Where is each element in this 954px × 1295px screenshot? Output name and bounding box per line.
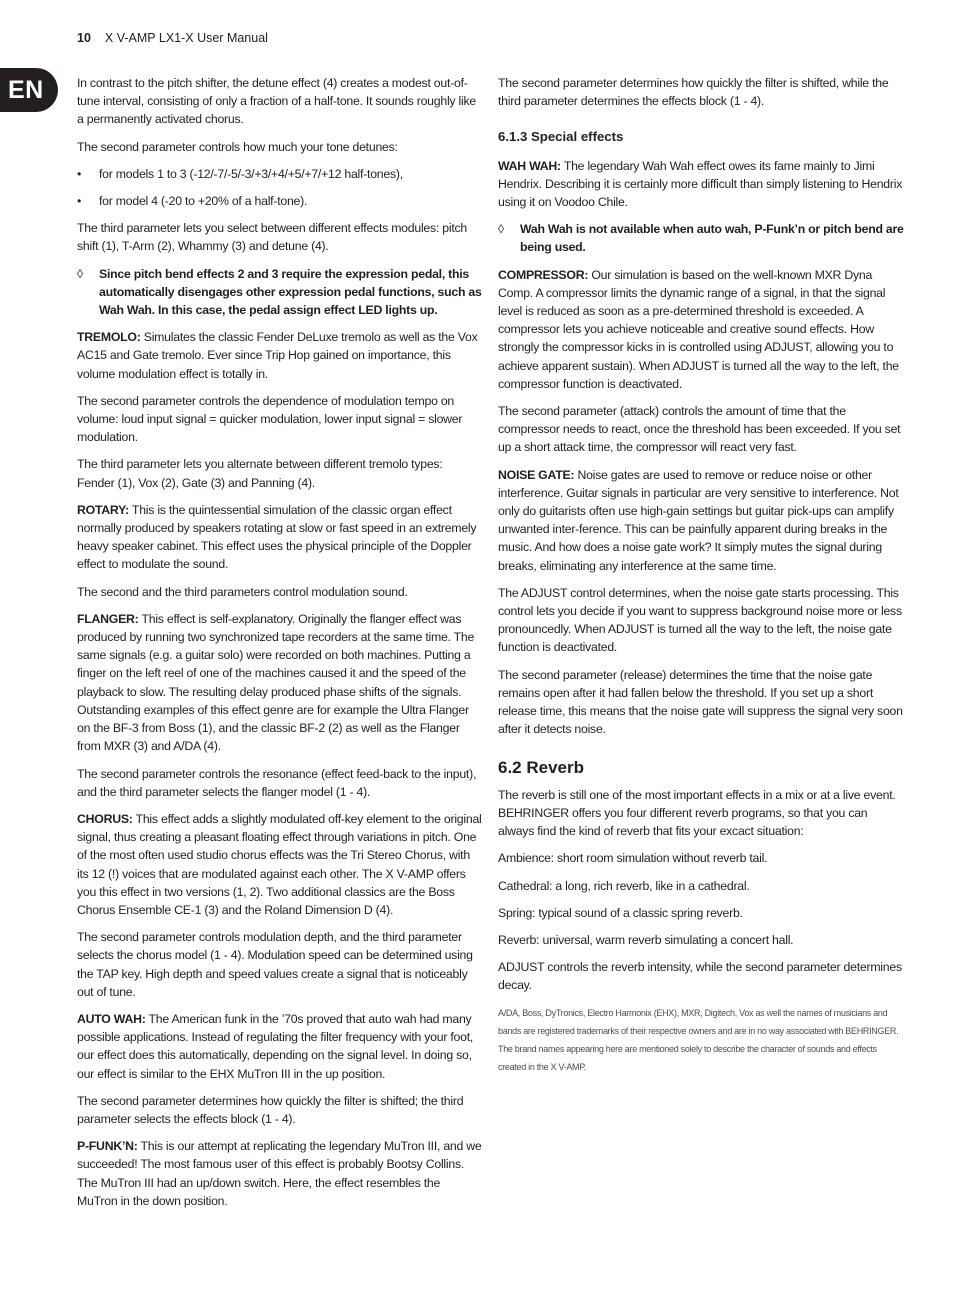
list-item: • for model 4 (-20 to +20% of a half-tone). <box>77 192 482 210</box>
paragraph: The second parameter determines how quickly the filter is shifted, while the third parameter determines the effects block (1 - 4). <box>498 76 889 109</box>
paragraph-compressor: COMPRESSOR: Our simulation is based on the well-known MXR Dyna Comp. A compressor limits the dynamic range of a signal, in that the signal level is reduced as soon as a pre-determined threshold is exceeded. A compressor lets you achieve noticeable and creative sound effects. How strongly the compressor kicks in is controlled using ADJUST, allowing you to achieve apparent sustain). When ADJUST is turned all the way to the left, the compressor function is deactivated. <box>498 267 899 391</box>
paragraph: ADJUST controls the reverb intensity, while the second parameter determines decay. <box>498 960 902 993</box>
paragraph: The second parameter (release) determines the time that the noise gate remains open after it had fallen below the threshold. If you set up a short release time, this means that the noise gate will suppress the signal very soon after it detects noise. <box>498 667 903 737</box>
paragraph-chorus: CHORUS: This effect adds a slightly modulated off-key element to the original signal, thus creating a pleasant floating effect through variations in pitch. One of the most often used studio chorus effects was the Tri Stereo Chorus, with its 12 (!) voices that are modulated against each other. The X V-AMP offers you this effect in two versions (1, 2). Two additional classics are the Boss Chorus Ensemble CE-1 (3) and the Roland Dimension D (4). <box>77 811 482 917</box>
paragraph: Cathedral: a long, rich reverb, like in a cathedral. <box>498 878 750 893</box>
term-label: NOISE GATE: <box>498 467 575 482</box>
paragraph: The third parameter lets you select between different effects modules: pitch shift (1), T-Arm (2), Whammy (3) and detune (4). <box>77 221 467 254</box>
paragraph: The ADJUST control determines, when the noise gate starts processing. This control lets you decide if you want to suppress background noise more or less pronouncedly. When ADJUST is turned all the way to the left, the noise gate function is deactivated. <box>498 585 902 655</box>
term-label: FLANGER: <box>77 611 139 626</box>
page-number: 10 <box>77 31 91 45</box>
paragraph-pfunk: P-FUNK’N: This is our attempt at replicating the legendary MuTron III, and we succeeded! The most famous user of this effect is probably Bootsy Collins. The MuTron III had an up/down switch. Here, the effect resembles the MuTron in the down position. <box>77 1139 482 1208</box>
diamond-icon: ◊ <box>77 266 83 281</box>
note-text: Since pitch bend effects 2 and 3 require the expression pedal, this automatically disengages other expression pedal functions, such as Wah Wah. In this case, the pedal assign effect LED lights up. <box>99 266 482 318</box>
paragraph: The third parameter lets you alternate between different tremolo types: Fender (1), Vox (2), Gate (3) and Panning (4). <box>77 457 443 490</box>
paragraph: Reverb: universal, warm reverb simulating a concert hall. <box>498 932 794 947</box>
paragraph: In contrast to the pitch shifter, the detune effect (4) creates a modest out-of-tune interval, consisting of only a fraction of a half-tone. It sounds roughly like a permanently activated chorus. <box>77 76 476 127</box>
diamond-icon: ◊ <box>498 222 504 237</box>
paragraph: The second and the third parameters control modulation sound. <box>77 584 408 599</box>
paragraph-rotary: ROTARY: This is the quintessential simulation of the classic organ effect normally produced by speakers rotating at slow or fast speed in an extremely heavy speaker cabinet. This effect uses the physical principle of the Doppler effect to modulate the sound. <box>77 502 477 572</box>
term-label: CHORUS: <box>77 811 133 826</box>
term-label: ROTARY: <box>77 502 129 517</box>
section-heading-reverb: 6.2 Reverb <box>498 757 584 777</box>
right-column <box>498 74 904 1085</box>
section-heading-special-effects: 6.1.3 Special effects <box>498 129 624 145</box>
paragraph: The second parameter controls the dependence of modulation tempo on volume: loud input signal = quicker modulation, lower input signal = slower modulation. <box>77 393 463 445</box>
paragraph: Ambience: short room simulation without reverb tail. <box>498 851 768 866</box>
term-label: TREMOLO: <box>77 330 141 345</box>
paragraph-wahwah: WAH WAH: The legendary Wah Wah effect owes its fame mainly to Jimi Hendrix. Describing it is certainly more difficult than simply listening to Hendrix using it on Voodoo Chile. <box>498 158 903 210</box>
left-column <box>77 74 482 1219</box>
paragraph: The second parameter controls modulation depth, and the third parameter selects the chorus model (1 - 4). Modulation speed can be determined using the TAP key. High depth and speed values create a signal that is noticeably out of tune. <box>77 930 473 999</box>
term-label: P-FUNK’N: <box>77 1139 138 1154</box>
paragraph: The second parameter controls how much your tone detunes: <box>77 139 398 154</box>
page-header <box>77 31 268 45</box>
trademark-notice: A/DA, Boss, DyTronics, Electro Harmonix (EHX), MXR, Digitech, Vox as well the names of musicians and bands are registered trademarks of their respective owners and are in no way associated with BEHRINGER. The brand names appearing here are mentioned solely to describe the character of sounds and effects created in the X V-AMP. <box>498 1007 899 1072</box>
note <box>498 220 904 256</box>
paragraph-flanger: FLANGER: This effect is self-explanatory. Originally the flanger effect was produced by running two synchronized tape recorders at the same time. The same signals (e.g. a guitar solo) were recorded on both machines. Putting a finger on the left reel of one of the machines caused it and the speed of the playback to slow. The resulting delay produced phase shifts of the signals. Outstanding examples of this effect genre are for example the Ultra Flanger on the BF-3 from Boss (1), and the classic BF-2 (2) as well as the Flanger from MXR (3) and A/DA (4). <box>77 611 475 754</box>
list-item: • for models 1 to 3 (-12/-7/-5/-3/+3/+4/+5/+7/+12 half-tones), <box>77 165 482 183</box>
note <box>77 265 482 320</box>
term-label: WAH WAH: <box>498 158 561 173</box>
paragraph: The reverb is still one of the most important effects in a mix or at a live event. BEHRINGER offers you four different reverb programs, so that you can always find the kind of reverb that fits your excact situation: <box>498 787 896 839</box>
term-label: AUTO WAH: <box>77 1011 146 1026</box>
paragraph-autowah: AUTO WAH: The American funk in the ’70s proved that auto wah had many possible applications. Instead of regulating the filter frequency with your foot, our effect does this automatically, depending on the signal level. In doing so, our effect is similar to the EHX MuTron III in the up position. <box>77 1011 474 1081</box>
manual-title: X V-AMP LX1-X User Manual <box>104 31 268 45</box>
paragraph-noisegate: NOISE GATE: Noise gates are used to remove or reduce noise or other interference. Guitar signals in particular are very sensitive to interference. Not only do guitarists often use high-gain settings but guitar pick-ups can amplify unwanted inter-ference. This can be painfully apparent during breaks in the music. And how does a noise gate work? It simply mutes the signal during breaks, eliminating any interference at the same time. <box>498 467 899 573</box>
note-text: Wah Wah is not available when auto wah, P-Funk’n or pitch bend are being used. <box>520 222 904 255</box>
paragraph-tremolo: TREMOLO: Simulates the classic Fender DeLuxe tremolo as well as the Vox AC15 and Gate tremolo. Ever since Trip Hop gained on importance, this volume modulation effect is totally in. <box>77 330 478 381</box>
paragraph: Spring: typical sound of a classic spring reverb. <box>498 905 743 920</box>
paragraph: The second parameter determines how quickly the filter is shifted; the third parameter selects the effects block (1 - 4). <box>77 1093 464 1126</box>
paragraph: The second parameter controls the resonance (effect feed-back to the input), and the third parameter selects the flanger model (1 - 4). <box>77 766 477 799</box>
language-tab: EN <box>0 68 58 112</box>
term-label: COMPRESSOR: <box>498 267 589 282</box>
bullet-list <box>77 165 482 210</box>
paragraph: The second parameter (attack) controls the amount of time that the compressor needs to react, once the threshold has been exceeded. If you set up a short attack time, the compressor will react very fast. <box>498 404 901 455</box>
